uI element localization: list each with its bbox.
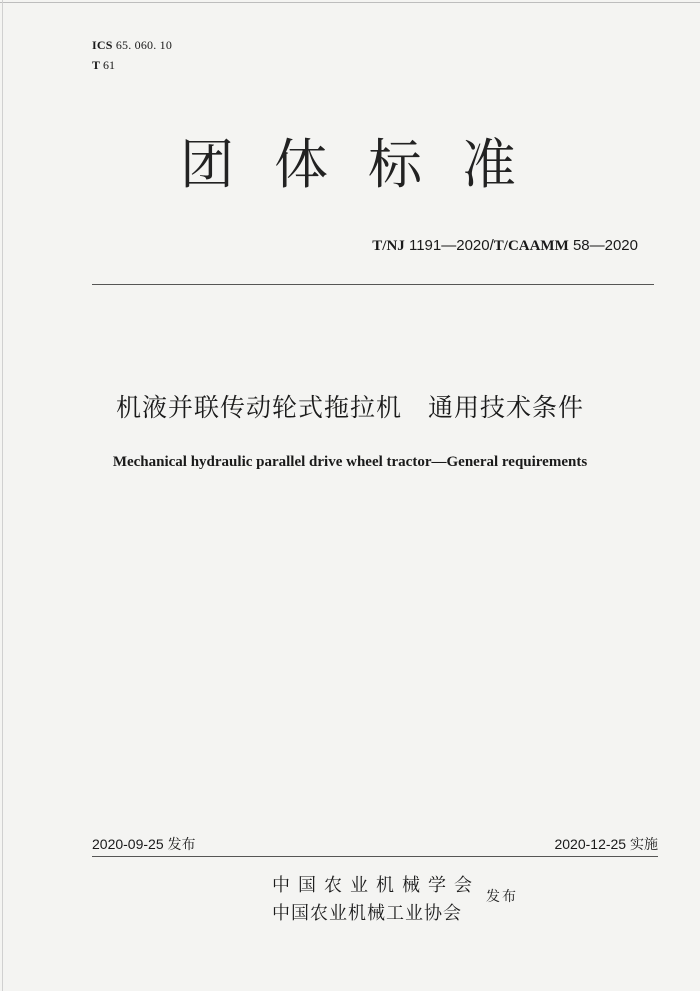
issue-date: 2020-09-25 发布 — [92, 836, 196, 852]
publisher-org-2: 中国农业机械工业协会 — [272, 903, 462, 924]
ics-value: 65. 060. 10 — [115, 38, 173, 52]
publisher-verb: 发布 — [486, 889, 518, 905]
standard-type-heading: 团体标准 — [180, 133, 556, 196]
standard-number-part-1: 1191—2020/ — [408, 237, 494, 254]
classification-label: T — [92, 58, 101, 72]
publisher-block — [272, 872, 480, 928]
title-chinese: 机液并联传动轮式拖拉机 通用技术条件 — [115, 393, 584, 422]
title-english: Mechanical hydraulic parallel drive wheel tractor—General requirements — [112, 454, 588, 470]
standard-number-part-2: 58—2020 — [572, 237, 638, 254]
classification-value: 61 — [103, 58, 116, 72]
scan-edge-top — [0, 2, 700, 3]
implementation-date: 2020-12-25 实施 — [554, 836, 658, 852]
ics-label: ICS — [92, 38, 113, 52]
scan-edge-left — [2, 0, 3, 991]
ics-code — [92, 38, 172, 52]
standard-number-prefix-1: T/NJ — [372, 238, 405, 254]
publisher-org-1: 中国农业机械学会 — [272, 875, 480, 896]
footer-divider — [92, 856, 658, 857]
standard-number-prefix-2: T/CAAMM — [493, 238, 569, 254]
classification-code — [92, 58, 115, 72]
header-divider — [92, 284, 654, 285]
standard-number — [372, 237, 638, 255]
